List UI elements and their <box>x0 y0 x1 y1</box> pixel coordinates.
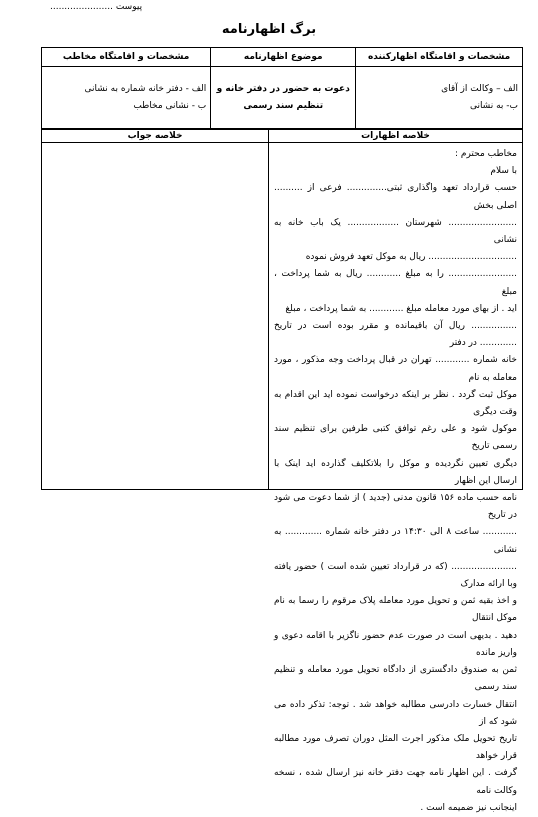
attachment-label: پیوست <box>115 2 143 12</box>
addressee-line1: الف - دفتر خانه شماره به نشانی <box>84 84 207 94</box>
requester-cell <box>356 67 523 130</box>
declaration-line: انتقال خسارت دادرسی مطالبه خواهد شد . توجه: تذکر داده می شود که از <box>274 699 517 727</box>
declaration-line: ........................ شهرستان .................. یک باب خانه به نشانی <box>274 217 517 246</box>
header-table <box>41 47 523 130</box>
requester-line2: ب- به نشانی <box>469 101 518 111</box>
declaration-line: موکول شود و علی رغم توافق کتبی طرفین برای تنظیم سند رسمی تاریخ <box>274 424 517 452</box>
declaration-line: با سلام <box>490 166 517 177</box>
subject-cell: دعوت به حضور در دفتر خانه و تنظیم سند رسمی <box>211 67 356 130</box>
declaration-line: ........................ را به مبلغ ............ ریال به شما پرداخت ، مبلغ <box>274 269 517 297</box>
header-subject: موضوع اظهارنامه <box>211 48 356 67</box>
declaration-line: اید . از بهای مورد معامله مبلغ ............ به شما پرداخت ، مبلغ <box>285 303 517 314</box>
declarations-text <box>269 143 522 813</box>
header-addressee: مشخصات و اقامتگاه مخاطب <box>42 48 211 67</box>
header-requester: مشخصات و اقامتگاه اظهارکننده <box>356 48 523 67</box>
declaration-line: نامه حسب ماده ۱۵۶ قانون مدنی (جدید ) از شما دعوت می شود در تاریخ <box>274 493 517 521</box>
requester-line1: الف – وکالت از آقای <box>441 84 518 94</box>
header-declarations: خلاصه اظهارات <box>269 129 523 143</box>
declaration-line: ثمن به صندوق دادگستری از دادگاه تحویل مورد معامله و تنظیم سند رسمی <box>274 665 517 693</box>
page-title: برگ اظهارنامه <box>221 22 317 37</box>
addressee-line2: ب - نشانی مخاطب <box>133 101 207 111</box>
declaration-line: موکل ثبت گردد . نظر بر اینکه درخواست نموده اید این اقدام به وقت دیگری <box>274 389 517 418</box>
declaration-line: و اخذ بقیه ثمن و تحویل مورد معامله پلاک مرقوم را رسما به نام موکل انتقال <box>274 596 517 624</box>
declaration-line: خانه شماره ............ تهران در قبال پرداخت وجه مذکور ، مورد معامله به نام <box>274 355 517 383</box>
declaration-line: ................ ریال آن باقیمانده و مقرر بوده است در تاریخ ............. در دفتر <box>274 321 517 349</box>
declaration-line: گرفت . این اظهار نامه جهت دفتر خانه نیز ارسال شده ، نسخه وکالت نامه <box>274 768 517 796</box>
declarations-cell <box>269 143 523 813</box>
header-response: خلاصه جواب <box>42 129 269 143</box>
declaration-line: ............................... ریال به موکل تعهد فروش نموده <box>305 252 517 263</box>
attachment-dots: ...................... <box>50 2 113 12</box>
addressee-cell <box>42 67 211 130</box>
response-cell <box>42 143 269 490</box>
declaration-line: حسب قرارداد تعهد واگذاری ثبتی.............. فرعی از .......... اصلی بخش <box>274 183 517 211</box>
declaration-line: دهید . بدیهی است در صورت عدم حضور ناگزیر با اقامه دعوی و واریز مانده <box>274 630 517 658</box>
declaration-line: ............ ساعت ۸ الی ۱۴:۳۰ در دفتر خانه شماره ............. به نشانی <box>274 527 518 555</box>
declaration-table <box>41 128 523 813</box>
declaration-line: دیگری تعیین نگردیده و موکل را بلاتکلیف گذارده اید اینک با ارسال این اظهار <box>274 458 517 486</box>
declaration-line: تاریخ تحویل ملک مذکور اجرت المثل دوران تصرف مورد مطالبه قرار خواهد <box>274 733 517 762</box>
declaration-line: اینجانب نیز ضمیمه است . <box>420 802 517 813</box>
declaration-line: مخاطب محترم : <box>454 149 517 159</box>
attachment-line <box>50 2 142 12</box>
declaration-line: ....................... (که در قرارداد تعیین شده است ) حضور یافته وبا ارائه مدارک <box>274 561 517 590</box>
response-area <box>42 143 268 483</box>
